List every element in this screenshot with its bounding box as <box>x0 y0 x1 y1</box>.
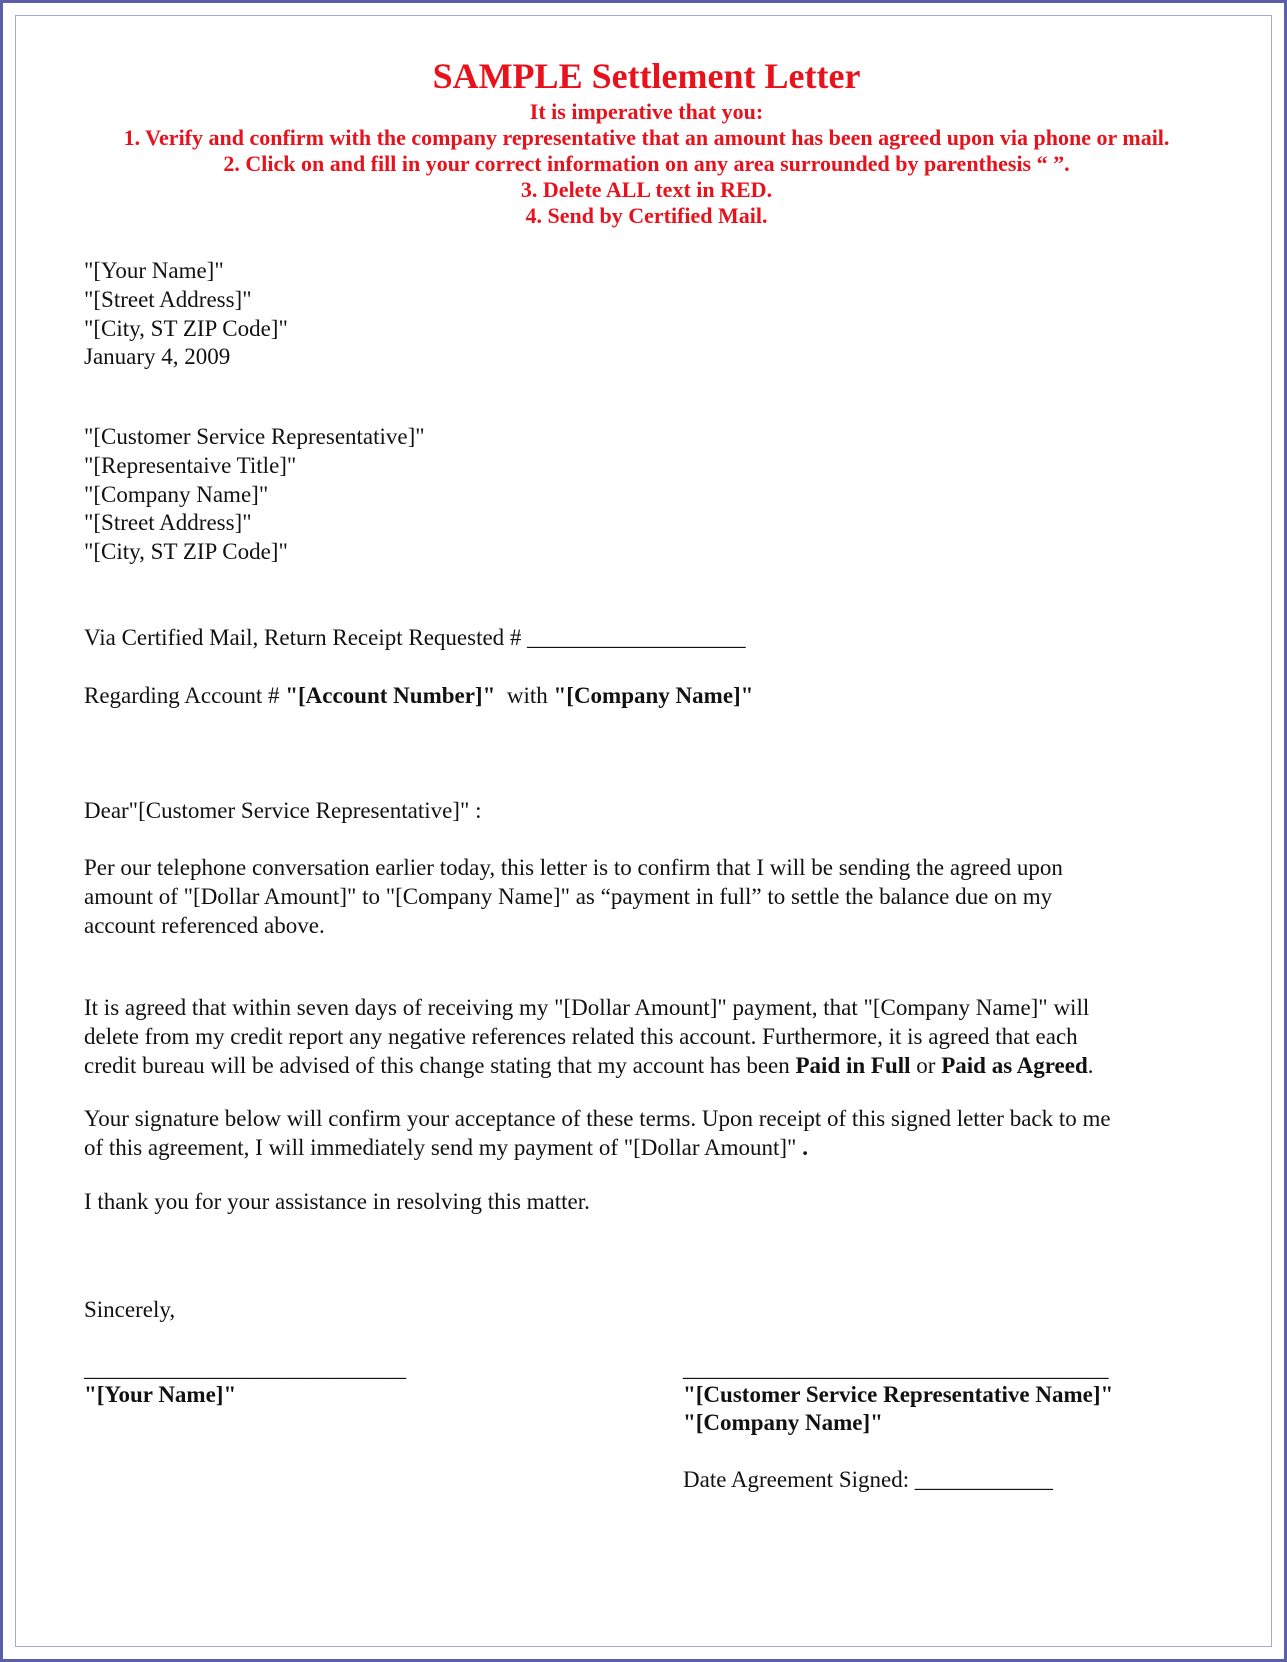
instruction-step-4: 4. Send by Certified Mail. <box>525 203 768 228</box>
signature-line-left: ____________________________ <box>84 1356 406 1381</box>
paragraph-2-end: . <box>1087 1053 1094 1078</box>
paragraph-1-line-3: account referenced above. <box>84 913 325 938</box>
instruction-step-1: 1. Verify and confirm with the company representative that an amount has been agreed upon via phone or mail. <box>123 125 1170 150</box>
date-agreement-signed: Date Agreement Signed: ____________ <box>683 1467 1053 1492</box>
paid-in-full: Paid in Full <box>795 1053 911 1078</box>
document-title: SAMPLE Settlement Letter <box>432 56 861 96</box>
paragraph-3-line-2 <box>84 1134 808 1162</box>
account-number: "[Account Number]" <box>285 683 496 708</box>
recipient-street: "[Street Address]" <box>84 510 252 535</box>
instructions-subtitle: It is imperative that you: <box>529 99 764 124</box>
recipient-title: "[Representaive Title]" <box>84 453 297 478</box>
signer-name: "[Your Name]" <box>84 1382 237 1407</box>
instruction-step-3: 3. Delete ALL text in RED. <box>520 177 773 202</box>
paragraph-2-line-1: It is agreed that within seven days of receiving my "[Dollar Amount]" payment, that "[Company Name]" will <box>84 995 1090 1020</box>
recipient-company: "[Company Name]" <box>84 482 269 507</box>
thanks-line: I thank you for your assistance in resolving this matter. <box>84 1189 590 1214</box>
signature-line-right: _____________________________________ <box>683 1356 1109 1381</box>
paragraph-3-line-1: Your signature below will confirm your acceptance of these terms. Upon receipt of this signed letter back to me <box>84 1106 1111 1131</box>
paragraph-2-line-2: delete from my credit report any negative references related this account. Furthermore, it is agreed that each <box>84 1024 1078 1049</box>
closing: Sincerely, <box>84 1297 176 1322</box>
via-certified-mail: Via Certified Mail, Return Receipt Requested # ___________________ <box>84 625 746 650</box>
paragraph-3-period: . <box>802 1135 808 1160</box>
representative-company: "[Company Name]" <box>683 1410 883 1435</box>
letter-date: January 4, 2009 <box>84 344 231 369</box>
regarding-company: "[Company Name]" <box>553 683 754 708</box>
recipient-name: "[Customer Service Representative]" <box>84 424 425 449</box>
sender-name: "[Your Name]" <box>84 258 224 283</box>
instruction-step-2: 2. Click on and fill in your correct information on any area surrounded by parenthesis “ ”. <box>223 151 1070 176</box>
paragraph-3-line-2-text: of this agreement, I will immediately send my payment of "[Dollar Amount]" <box>84 1135 803 1160</box>
paragraph-2-line-3 <box>84 1052 1094 1080</box>
regarding-with: with <box>495 683 554 708</box>
paragraph-2-or: or <box>910 1053 942 1078</box>
salutation: Dear"[Customer Service Representative]" : <box>84 798 482 823</box>
recipient-city: "[City, ST ZIP Code]" <box>84 539 288 564</box>
sender-street: "[Street Address]" <box>84 287 252 312</box>
paragraph-1-line-2: amount of "[Dollar Amount]" to "[Company Name]" as “payment in full” to settle the balance due on my <box>84 884 1053 909</box>
paragraph-1-line-1: Per our telephone conversation earlier today, this letter is to confirm that I will be sending the agreed upon <box>84 855 1063 880</box>
paid-as-agreed: Paid as Agreed <box>941 1053 1088 1078</box>
paragraph-2-line-3-text: credit bureau will be advised of this change stating that my account has been <box>84 1053 796 1078</box>
representative-name: "[Customer Service Representative Name]" <box>683 1382 1114 1407</box>
regarding-line <box>84 682 753 710</box>
sender-city: "[City, ST ZIP Code]" <box>84 316 288 341</box>
regarding-prefix: Regarding Account # <box>84 683 286 708</box>
